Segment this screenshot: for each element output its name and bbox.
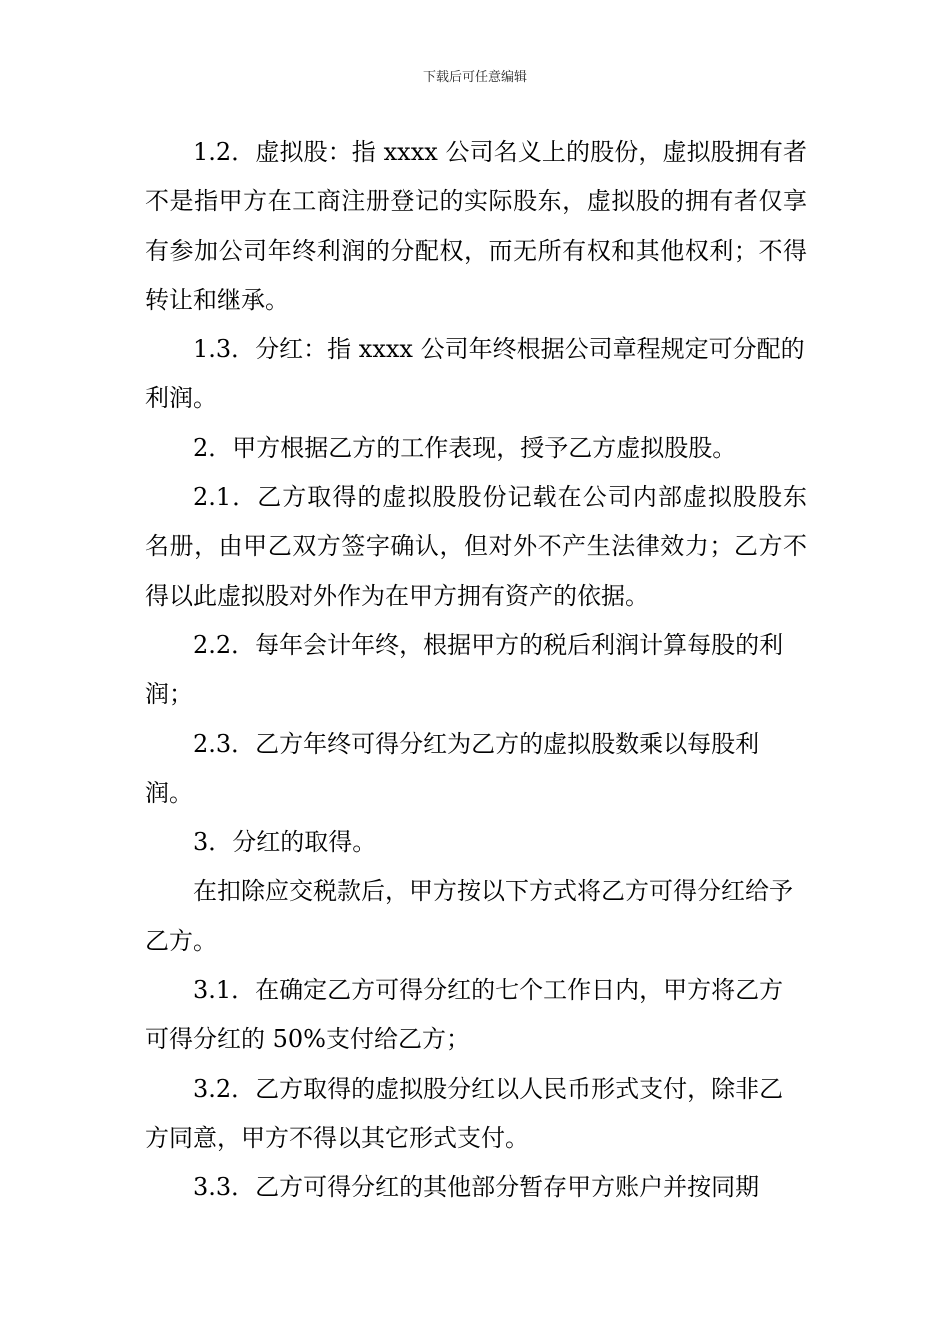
paragraph-3-1: 3.1．在确定乙方可得分红的七个工作日内，甲方将乙方可得分红的 50%支付给乙方； bbox=[145, 976, 784, 1054]
paragraph-3-3: 3.3．乙方可得分红的其他部分暂存甲方账户并按同期 bbox=[193, 1173, 760, 1202]
paragraph-2-2: 2.2．每年会计年终，根据甲方的税后利润计算每股的利润； bbox=[145, 630, 784, 709]
document-body bbox=[145, 128, 807, 1213]
paragraph-3-intro: 在扣除应交税款后，甲方按以下方式将乙方可得分红给予乙方。 bbox=[145, 877, 793, 955]
paragraph-1-3: 1.3．分红：指 xxxx 公司年终根据公司章程规定可分配的利润。 bbox=[145, 335, 805, 413]
paragraph-3-2: 3.2．乙方取得的虚拟股分红以人民币形式支付，除非乙方同意，甲方不得以其它形式支付。 bbox=[145, 1074, 784, 1152]
paragraph-3: 3．分红的取得。 bbox=[193, 828, 377, 857]
page-header: 下载后可任意编辑 bbox=[422, 70, 527, 85]
paragraph-1-2: 1.2．虚拟股：指 xxxx 公司名义上的股份，虚拟股拥有者不是指甲方在工商注册登记的实际股东，虚拟股的拥有者仅享有参加公司年终利润的分配权，而无所有权和其他权利；不得转让和继承。 bbox=[145, 138, 807, 314]
paragraph-2: 2．甲方根据乙方的工作表现，授予乙方虚拟股股。 bbox=[193, 433, 737, 462]
paragraph-2-1: 2.1．乙方取得的虚拟股股份记载在公司内部虚拟股股东名册，由甲乙双方签字确认，但对外不产生法律效力；乙方不得以此虚拟股对外作为在甲方拥有资产的依据。 bbox=[145, 483, 807, 610]
paragraph-2-3: 2.3．乙方年终可得分红为乙方的虚拟股数乘以每股利润。 bbox=[145, 729, 760, 807]
